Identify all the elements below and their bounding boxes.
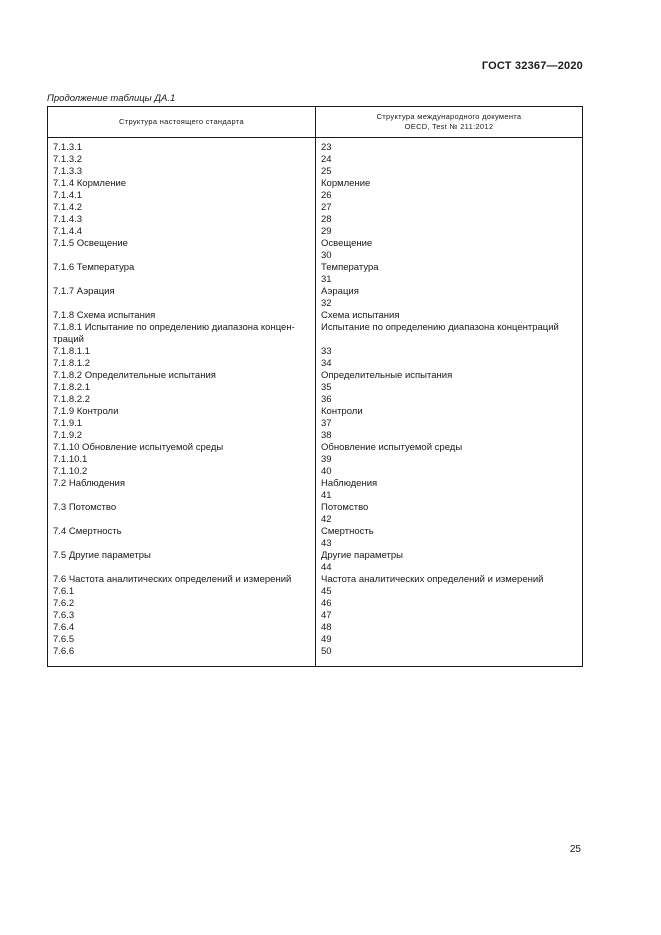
national-standard-cell: 7.1.7 Аэрация [48, 286, 316, 298]
national-standard-cell: 7.1.10 Обновление испытуемой среды [48, 442, 316, 454]
international-document-cell: 29 [316, 226, 583, 238]
international-document-cell: 47 [316, 610, 583, 622]
international-document-cell: Аэрация [316, 286, 583, 298]
national-standard-cell [48, 514, 316, 526]
international-document-cell: Другие параметры [316, 550, 583, 562]
national-standard-cell: 7.1.8.1 Испытание по определению диапазона концен- [48, 322, 316, 334]
international-document-cell: Испытание по определению диапазона концентраций [316, 322, 583, 334]
national-standard-cell: 7.2 Наблюдения [48, 478, 316, 490]
table-row [48, 442, 583, 454]
table-row [48, 202, 583, 214]
international-document-cell: 38 [316, 430, 583, 442]
international-document-cell: 24 [316, 154, 583, 166]
column-header-line: Структура международного документа [376, 112, 522, 121]
international-document-cell: 30 [316, 250, 583, 262]
table-row [48, 166, 583, 178]
table-row [48, 358, 583, 370]
national-standard-cell: 7.6.6 [48, 646, 316, 667]
national-standard-cell: 7.6.2 [48, 598, 316, 610]
table-row [48, 370, 583, 382]
international-document-cell: Схема испытания [316, 310, 583, 322]
national-standard-cell: 7.1.4.1 [48, 190, 316, 202]
table-row [48, 490, 583, 502]
column-header-line: OECD, Test № 211:2012 [404, 122, 494, 131]
international-document-cell: 45 [316, 586, 583, 598]
national-standard-cell: 7.1.9 Контроли [48, 406, 316, 418]
international-document-cell: 40 [316, 466, 583, 478]
table-row [48, 466, 583, 478]
table-row [48, 190, 583, 202]
table-row [48, 646, 583, 667]
national-standard-cell: 7.1.8.2.1 [48, 382, 316, 394]
table-body [48, 138, 583, 667]
table-row [48, 574, 583, 586]
national-standard-cell: 7.6.1 [48, 586, 316, 598]
international-document-cell: 37 [316, 418, 583, 430]
national-standard-cell: 7.5 Другие параметры [48, 550, 316, 562]
international-document-cell: 50 [316, 646, 583, 667]
international-document-cell: 25 [316, 166, 583, 178]
national-standard-cell: 7.1.9.2 [48, 430, 316, 442]
table-row [48, 454, 583, 466]
table-row [48, 178, 583, 190]
national-standard-cell: 7.1.8.1.2 [48, 358, 316, 370]
table-row [48, 334, 583, 346]
international-document-cell: 26 [316, 190, 583, 202]
international-document-cell: Контроли [316, 406, 583, 418]
table-row [48, 382, 583, 394]
international-document-cell: Определительные испытания [316, 370, 583, 382]
table-row [48, 394, 583, 406]
column-header-national-standard: Структура настоящего стандарта [48, 107, 316, 138]
national-standard-cell: 7.1.6 Температура [48, 262, 316, 274]
table-row [48, 562, 583, 574]
national-standard-cell: 7.1.10.1 [48, 454, 316, 466]
table-row [48, 610, 583, 622]
table-row [48, 274, 583, 286]
national-standard-cell: 7.4 Смертность [48, 526, 316, 538]
international-document-cell: Потомство [316, 502, 583, 514]
international-document-cell: 39 [316, 454, 583, 466]
international-document-cell: 28 [316, 214, 583, 226]
international-document-cell: Освещение [316, 238, 583, 250]
national-standard-cell: 7.6 Частота аналитических определений и измерений [48, 574, 316, 586]
national-standard-cell: 7.1.9.1 [48, 418, 316, 430]
table-row [48, 238, 583, 250]
table-row [48, 250, 583, 262]
national-standard-cell: 7.6.3 [48, 610, 316, 622]
national-standard-cell: 7.1.3.3 [48, 166, 316, 178]
international-document-cell: 44 [316, 562, 583, 574]
national-standard-cell: 7.1.3.1 [48, 138, 316, 155]
national-standard-cell: 7.1.8.1.1 [48, 346, 316, 358]
table-row [48, 346, 583, 358]
national-standard-cell: 7.1.4.2 [48, 202, 316, 214]
national-standard-cell [48, 250, 316, 262]
international-document-cell: Частота аналитических определений и измерений [316, 574, 583, 586]
international-document-cell: 23 [316, 138, 583, 155]
national-standard-cell [48, 274, 316, 286]
table-row [48, 226, 583, 238]
table-row [48, 634, 583, 646]
international-document-cell: Температура [316, 262, 583, 274]
table-caption: Продолжение таблицы ДА.1 [47, 93, 176, 104]
table-row [48, 418, 583, 430]
table-row [48, 138, 583, 155]
international-document-cell: 42 [316, 514, 583, 526]
international-document-cell: Обновление испытуемой среды [316, 442, 583, 454]
column-header-international-document [316, 107, 583, 138]
table-row [48, 598, 583, 610]
document-code: ГОСТ 32367—2020 [481, 60, 583, 72]
table-row [48, 154, 583, 166]
table-row [48, 430, 583, 442]
national-standard-cell [48, 562, 316, 574]
national-standard-cell [48, 298, 316, 310]
international-document-cell: 41 [316, 490, 583, 502]
table-row [48, 478, 583, 490]
national-standard-cell: 7.1.10.2 [48, 466, 316, 478]
national-standard-cell: траций [48, 334, 316, 346]
table-row [48, 622, 583, 634]
international-document-cell: 49 [316, 634, 583, 646]
table-row [48, 298, 583, 310]
international-document-cell: 46 [316, 598, 583, 610]
international-document-cell: Кормление [316, 178, 583, 190]
table-row [48, 502, 583, 514]
national-standard-cell: 7.6.5 [48, 634, 316, 646]
international-document-cell: 36 [316, 394, 583, 406]
national-standard-cell: 7.1.4.3 [48, 214, 316, 226]
table-row [48, 514, 583, 526]
national-standard-cell [48, 490, 316, 502]
table-row [48, 322, 583, 334]
table-row [48, 526, 583, 538]
international-document-cell: 32 [316, 298, 583, 310]
national-standard-cell: 7.1.5 Освещение [48, 238, 316, 250]
international-document-cell: Смертность [316, 526, 583, 538]
table-row [48, 262, 583, 274]
page-number: 25 [569, 844, 581, 855]
table-row [48, 286, 583, 298]
table-row [48, 550, 583, 562]
international-document-cell: 48 [316, 622, 583, 634]
table-row [48, 538, 583, 550]
table-row [48, 406, 583, 418]
international-document-cell: 33 [316, 346, 583, 358]
table-row [48, 310, 583, 322]
national-standard-cell [48, 538, 316, 550]
international-document-cell: 35 [316, 382, 583, 394]
international-document-cell [316, 334, 583, 346]
international-document-cell: Наблюдения [316, 478, 583, 490]
international-document-cell: 27 [316, 202, 583, 214]
national-standard-cell: 7.1.8.2 Определительные испытания [48, 370, 316, 382]
international-document-cell: 31 [316, 274, 583, 286]
correspondence-table [47, 106, 583, 667]
table-row [48, 214, 583, 226]
national-standard-cell: 7.1.8 Схема испытания [48, 310, 316, 322]
national-standard-cell: 7.1.4 Кормление [48, 178, 316, 190]
international-document-cell: 43 [316, 538, 583, 550]
national-standard-cell: 7.6.4 [48, 622, 316, 634]
table-row [48, 586, 583, 598]
table-header-row [48, 107, 583, 138]
national-standard-cell: 7.1.8.2.2 [48, 394, 316, 406]
national-standard-cell: 7.1.4.4 [48, 226, 316, 238]
international-document-cell: 34 [316, 358, 583, 370]
national-standard-cell: 7.3 Потомство [48, 502, 316, 514]
national-standard-cell: 7.1.3.2 [48, 154, 316, 166]
